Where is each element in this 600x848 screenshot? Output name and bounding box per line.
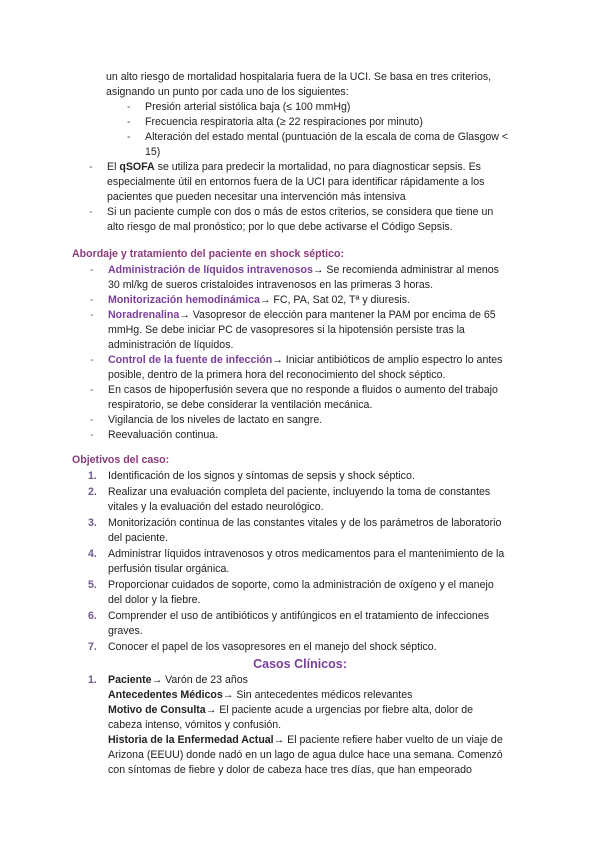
abordaje-text: FC, PA, Sat 02, Tª y diuresis. <box>273 294 411 306</box>
bullet-dash: - <box>127 131 131 143</box>
objetivo-text: Identificación de los signos y síntomas de sepsis y shock séptico. <box>108 470 415 482</box>
abordaje-text: En casos de hipoperfusión severa que no responde a fluidos o aumento del trabajo <box>108 384 498 396</box>
bullet-dash: - <box>90 264 94 276</box>
field-label: Paciente <box>108 674 152 686</box>
abordaje-item <box>90 293 578 308</box>
arrow-icon: → <box>273 734 285 746</box>
bullet-dash: - <box>90 429 94 441</box>
field-label: Antecedentes Médicos <box>108 689 223 701</box>
objetivo-text: Administrar líquidos intravenosos y otros medicamentos para el mantenimiento de la <box>108 548 505 560</box>
bullet-dash: - <box>127 116 131 128</box>
abordaje-heading <box>72 247 572 262</box>
intro-line: asignando un punto por cada uno de los siguientes: <box>106 86 349 98</box>
abordaje-list <box>90 263 578 443</box>
criteria-text: Frecuencia respiratoria alta (≥ 22 respiraciones por minuto) <box>145 116 423 128</box>
abordaje-text: administración de líquidos. <box>108 339 234 351</box>
caso-motivo <box>108 703 583 718</box>
abordaje-label: Administración de líquidos intravenosos <box>108 264 313 276</box>
casos-title-wrap <box>0 657 600 672</box>
objetivo-item <box>88 516 578 531</box>
field-value: Sin antecedentes médicos relevantes <box>236 689 413 701</box>
item-number: 3. <box>88 517 97 529</box>
criteria-item-cont <box>145 145 585 160</box>
abordaje-item <box>90 263 578 278</box>
field-value: El paciente acude a urgencias por fiebre alta, dolor de <box>219 704 474 716</box>
item-number: 4. <box>88 548 97 560</box>
abordaje-text: Reevaluación continua. <box>108 429 219 441</box>
abordaje-text: 30 ml/kg de sueros cristaloides intravenosos en las primeras 3 horas. <box>108 279 434 291</box>
abordaje-text: Vasopresor de elección para mantener la PAM por encima de 65 <box>192 309 496 321</box>
abordaje-text: Iniciar antibióticos de amplio espectro lo antes <box>285 354 503 366</box>
qsofa-term: qSOFA <box>119 161 155 173</box>
abordaje-item <box>90 383 578 398</box>
objetivo-item <box>88 547 578 562</box>
arrow-icon: → <box>272 354 283 366</box>
item-number: 5. <box>88 579 97 591</box>
abordaje-text: Vigilancia de los niveles de lactato en sangre. <box>108 414 323 426</box>
objetivo-text: Comprender el uso de antibióticos y antifúngicos en el tratamiento de infecciones <box>108 610 490 622</box>
qsofa-paragraph <box>89 160 577 235</box>
abordaje-text: posible, dentro de la primera hora del reconocimiento del shock séptico. <box>108 369 446 381</box>
objetivo-item <box>88 485 578 500</box>
objetivos-heading <box>72 453 572 468</box>
abordaje-item <box>90 413 578 428</box>
objetivo-text: vitales y la evaluación del estado neurológico. <box>108 501 324 513</box>
criteria-item <box>127 115 585 130</box>
abordaje-item <box>90 353 578 368</box>
caso-historia <box>108 733 583 748</box>
objetivo-text: graves. <box>108 625 143 637</box>
objetivo-text: perfusión tisular orgánica. <box>108 563 230 575</box>
abordaje-item <box>90 428 578 443</box>
field-value: con síntomas de fiebre y dolor de cabeza hace tres días, que han empeorado <box>108 764 472 776</box>
casos-title: Casos Clínicos: <box>253 657 347 671</box>
abordaje-text: mmHg. Se debe iniciar PC de vasopresores si la hipotensión persiste tras la <box>108 324 465 336</box>
qsofa-text: especialmente útil en entornos fuera de la UCI para identificar rápidamente a los <box>107 176 485 188</box>
bullet-dash: - <box>89 206 93 218</box>
bullet-dash: - <box>90 384 94 396</box>
item-number: 7. <box>88 641 97 653</box>
abordaje-label: Noradrenalina <box>108 309 180 321</box>
criteria-list <box>127 100 585 160</box>
arrow-icon: → <box>151 674 163 686</box>
criteria-text: 15) <box>145 146 161 158</box>
abordaje-text: respiratorio, se debe considerar la ventilación mecánica. <box>108 399 373 411</box>
arrow-icon: → <box>222 689 234 701</box>
criteria-text: Presión arterial sistólica baja (≤ 100 mmHg) <box>145 101 351 113</box>
field-value: cabeza intenso, vómitos y confusión. <box>108 719 282 731</box>
field-value: Arizona (EEUU) donde nadó en un lago de agua dulce hace una semana. Comenzó <box>108 749 503 761</box>
code-text: alto riesgo de mal pronóstico; por lo que debe activarse el Código Sepsis. <box>107 221 453 233</box>
bullet-dash: - <box>90 354 94 366</box>
bullet-dash: - <box>90 294 94 306</box>
bullet-dash: - <box>90 309 94 321</box>
caso-1 <box>88 673 583 778</box>
caso-antecedentes <box>108 688 583 703</box>
item-number: 2. <box>88 486 97 498</box>
objetivo-item <box>88 469 578 484</box>
objetivo-item <box>88 609 578 624</box>
abordaje-item <box>90 308 578 323</box>
objetivo-text: del dolor y la fiebre. <box>108 594 201 606</box>
qsofa-item <box>89 160 577 175</box>
intro-paragraph <box>106 70 576 100</box>
intro-line: un alto riesgo de mortalidad hospitalaria fuera de la UCI. Se basa en tres criterios, <box>106 71 492 83</box>
field-label: Historia de la Enfermedad Actual <box>108 734 274 746</box>
objetivo-text: Proporcionar cuidados de soporte, como la administración de oxígeno y el manejo <box>108 579 494 591</box>
arrow-icon: → <box>179 309 190 321</box>
code-text: Si un paciente cumple con dos o más de estos criterios, se considera que tiene un <box>107 206 494 218</box>
field-value: El paciente refiere haber vuelto de un viaje de <box>287 734 503 746</box>
item-number: 1. <box>88 470 97 482</box>
qsofa-text: se utiliza para predecir la mortalidad, no para diagnosticar sepsis. Es <box>157 161 481 173</box>
qsofa-pre: El <box>107 161 117 173</box>
item-number: 6. <box>88 610 97 622</box>
objetivo-item <box>88 578 578 593</box>
bullet-dash: - <box>127 101 131 113</box>
field-label: Motivo de Consulta <box>108 704 206 716</box>
field-value: Varón de 23 años <box>165 674 248 686</box>
arrow-icon: → <box>259 294 271 306</box>
criteria-text: Alteración del estado mental (puntuación de la escala de coma de Glasgow < <box>145 131 509 143</box>
qsofa-text: pacientes que pueden necesitar una intervención más intensiva <box>107 191 406 203</box>
objetivo-text: Conocer el papel de los vasopresores en el manejo del shock séptico. <box>108 641 437 653</box>
objetivo-item <box>88 640 578 655</box>
item-number: 1. <box>88 674 97 686</box>
objetivos-list <box>88 469 578 655</box>
abordaje-text: Se recomienda administrar al menos <box>326 264 499 276</box>
section-heading: Abordaje y tratamiento del paciente en shock séptico: <box>72 248 344 260</box>
code-sepsis-item <box>89 205 577 220</box>
criteria-item <box>127 130 585 145</box>
caso-paciente <box>88 673 583 688</box>
abordaje-label: Control de la fuente de infección <box>108 354 273 366</box>
bullet-dash: - <box>90 414 94 426</box>
section-heading: Objetivos del caso: <box>72 454 170 466</box>
objetivo-text: Realizar una evaluación completa del paciente, incluyendo la toma de constantes <box>108 486 491 498</box>
criteria-item <box>127 100 585 115</box>
arrow-icon: → <box>205 704 217 716</box>
abordaje-label: Monitorización hemodinámica <box>108 294 260 306</box>
objetivo-text: Monitorización continua de las constantes vitales y de los parámetros de laboratorio <box>108 517 502 529</box>
bullet-dash: - <box>89 161 93 173</box>
objetivo-text: del paciente. <box>108 532 169 544</box>
arrow-icon: → <box>312 264 324 276</box>
